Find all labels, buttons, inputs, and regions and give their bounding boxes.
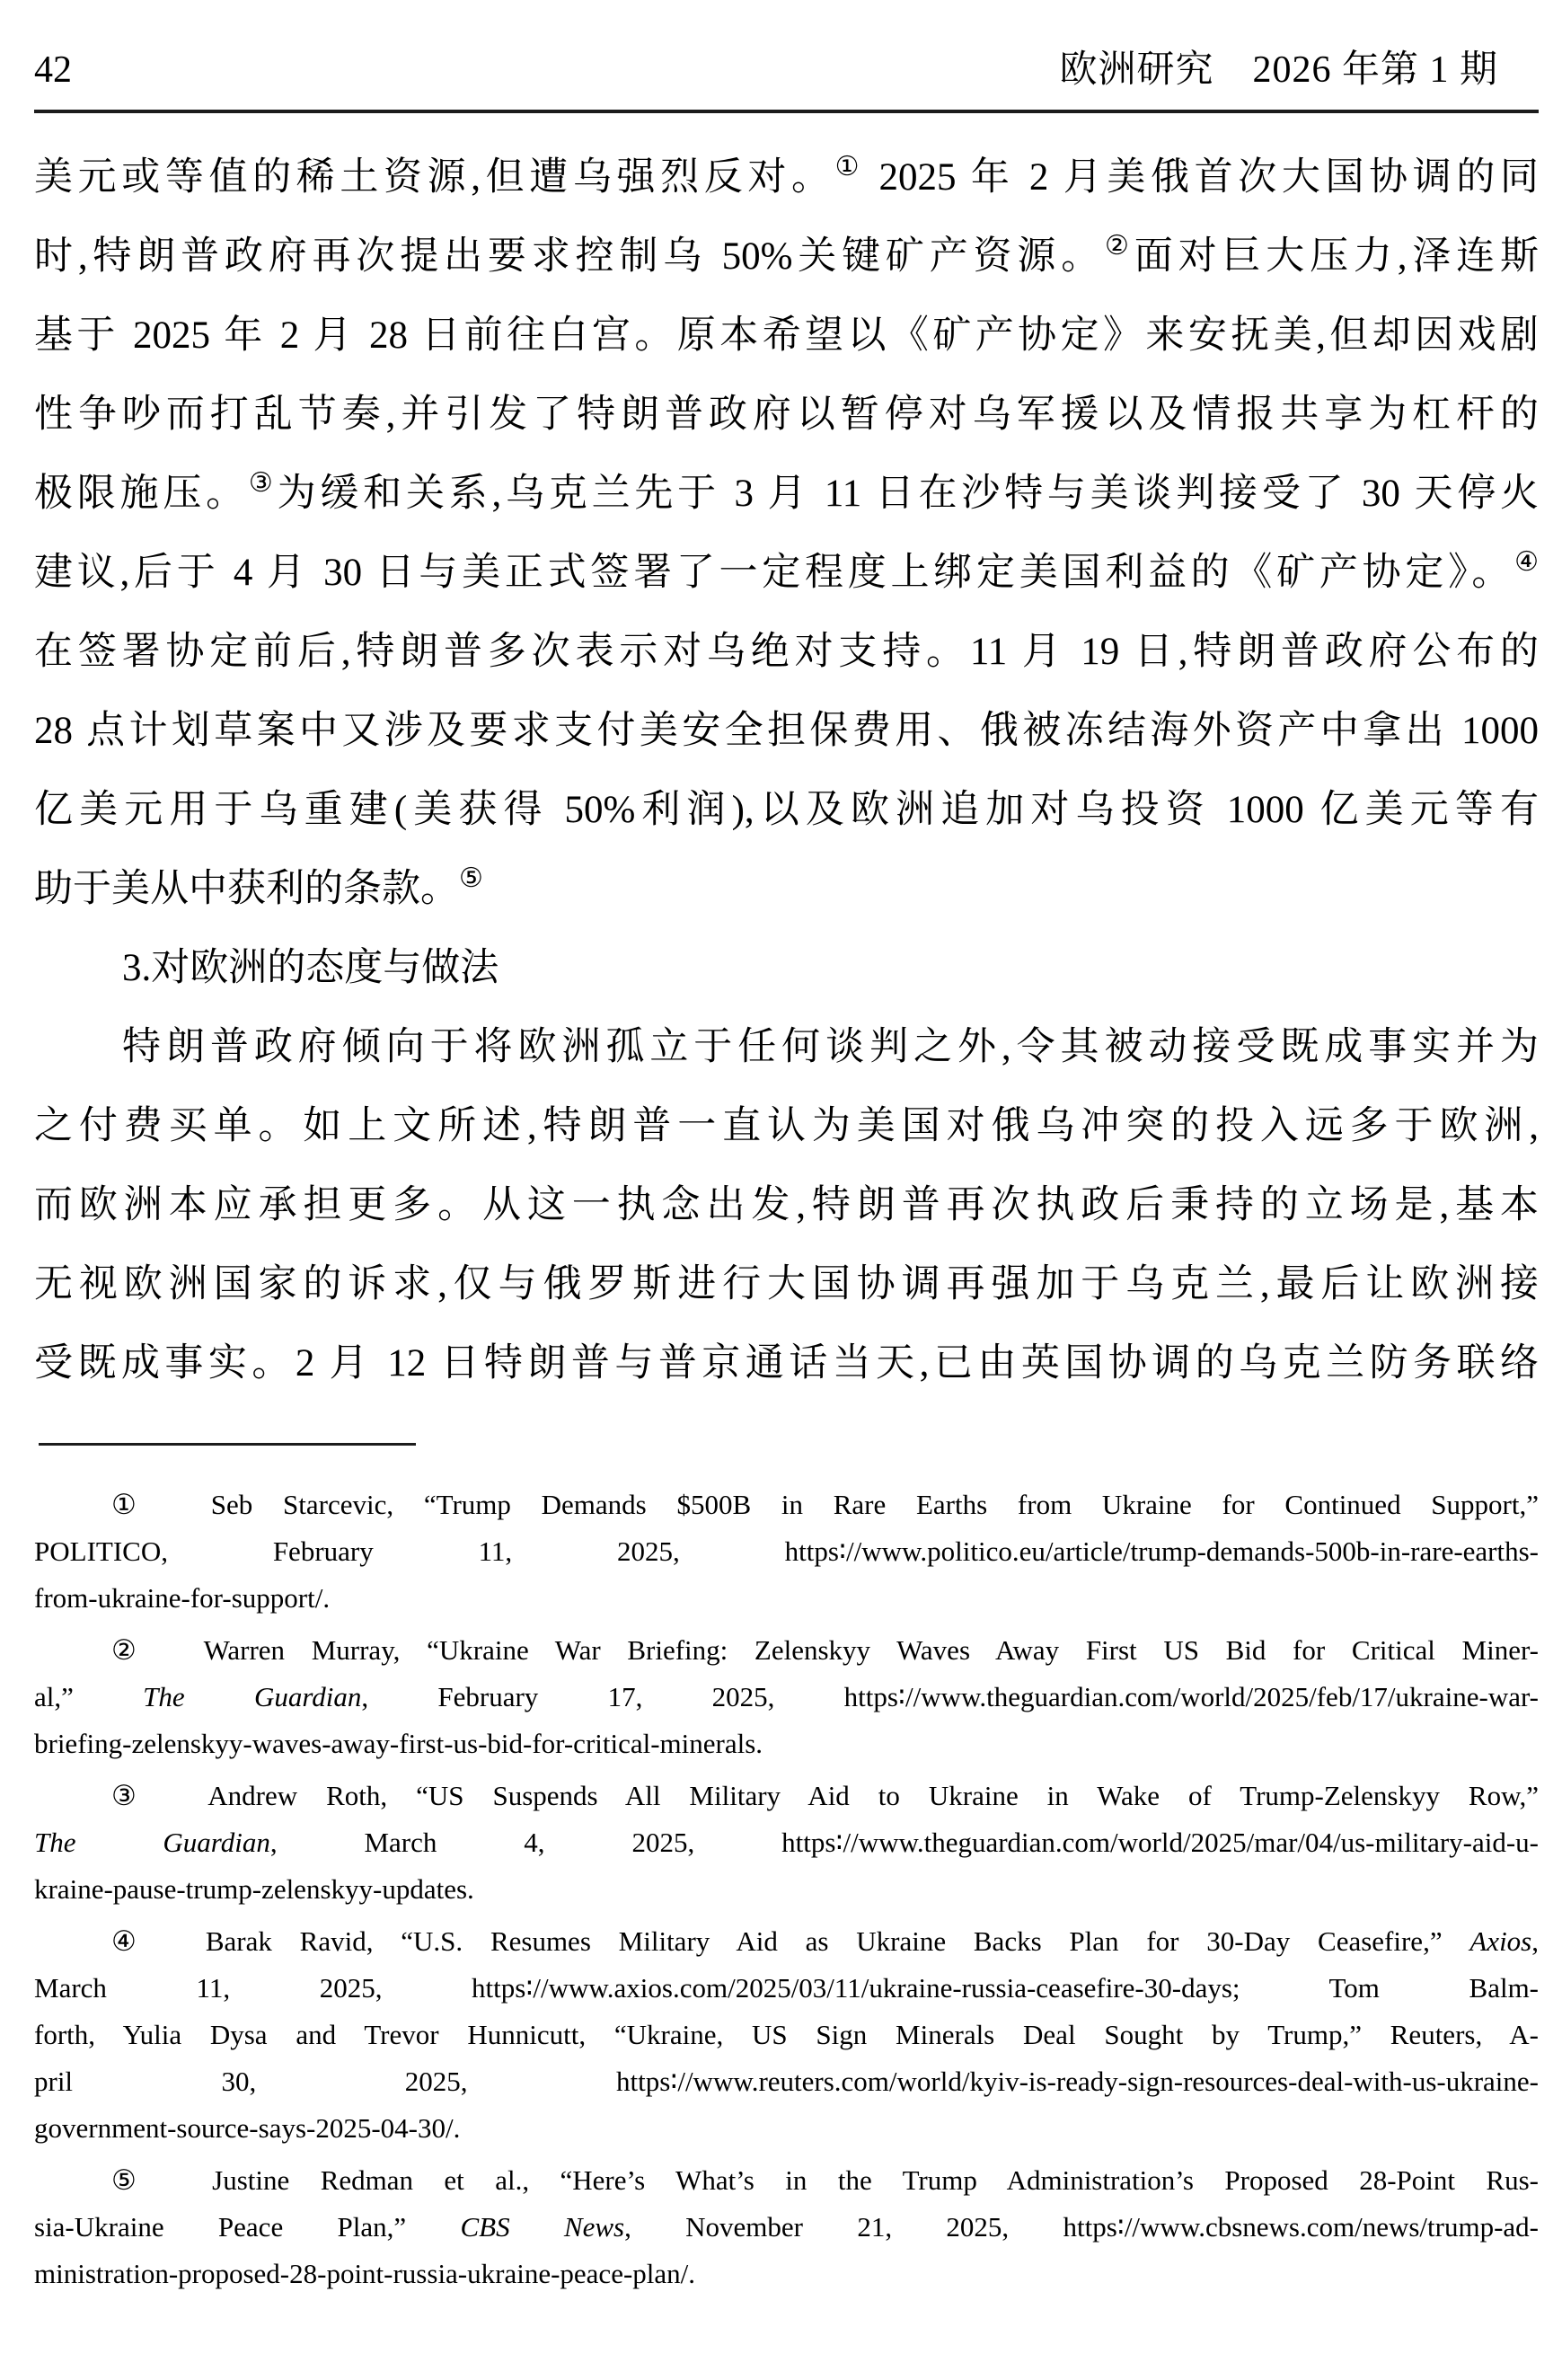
footnote-line: from-ukraine-for-support/. bbox=[34, 1582, 331, 1615]
body-line: 基于 2025 年 2 月 28 日前往白宫。原本希望以《矿产协定》来安抚美,但却因戏剧 bbox=[34, 314, 1539, 358]
footnotes-section bbox=[34, 1482, 1539, 2297]
body-line: 助于美从中获利的条款。⑤ bbox=[34, 863, 483, 911]
footnote-line: POLITICO, February 11, 2025, https∶//www.politico.eu/article/trump-demands-500b-in-rare-earths- bbox=[34, 1535, 1539, 1568]
body-line: 而欧洲本应承担更多。从这一执念出发,特朗普再次执政后秉持的立场是,基本 bbox=[34, 1184, 1539, 1227]
footnote-line: government-source-says-2025-04-30/. bbox=[34, 2112, 461, 2145]
footnote-line: ① Seb Starcevic, “Trump Demands $500B in Rare Earths from Ukraine for Continued Support,” bbox=[111, 1489, 1539, 1521]
footnote-separator bbox=[39, 1443, 416, 1446]
footnote-line: briefing-zelenskyy-waves-away-first-us-bid-for-critical-minerals. bbox=[34, 1728, 763, 1760]
body-line: 美元或等值的稀土资源,但遭乌强烈反对。① 2025 年 2 月美俄首次大国协调的同 bbox=[34, 151, 1539, 199]
body-line: 特朗普政府倾向于将欧洲孤立于任何谈判之外,令其被动接受既成事实并为 bbox=[122, 1026, 1539, 1069]
article-body bbox=[34, 138, 1539, 1403]
footnote-line: forth, Yulia Dysa and Trevor Hunnicutt, “Ukraine, US Sign Minerals Deal Sought by Trump,” Reuters, A- bbox=[34, 2019, 1539, 2051]
section-heading: 3.对欧洲的态度与做法 bbox=[122, 947, 499, 990]
body-line: 受既成事实。2 月 12 日特朗普与普京通话当天,已由英国协调的乌克兰防务联络 bbox=[34, 1342, 1539, 1385]
footnote-line: pril 30, 2025, https∶//www.reuters.com/world/kyiv-is-ready-sign-resources-deal-with-us-ukraine- bbox=[34, 2066, 1539, 2098]
footnote bbox=[34, 1918, 1539, 2152]
footnote-line: kraine-pause-trump-zelenskyy-updates. bbox=[34, 1873, 474, 1906]
journal-issue-info: 欧洲研究 2026 年第 1 期 bbox=[1059, 49, 1498, 91]
footnote-line: ④ Barak Ravid, “U.S. Resumes Military Aid as Ukraine Backs Plan for 30-Day Ceasefire,” Axios, bbox=[111, 1925, 1539, 1958]
footnote-line: al,” The Guardian, February 17, 2025, https∶//www.theguardian.com/world/2025/feb/17/ukraine-war- bbox=[34, 1681, 1539, 1713]
body-line: 极限施压。③为缓和关系,乌克兰先于 3 月 11 日在沙特与美谈判接受了 30 天停火 bbox=[34, 467, 1539, 516]
footnote-line: ② Warren Murray, “Ukraine War Briefing: Zelenskyy Waves Away First US Bid for Critical Miner- bbox=[111, 1634, 1539, 1667]
footnote bbox=[34, 2157, 1539, 2297]
body-line: 之付费买单。如上文所述,特朗普一直认为美国对俄乌冲突的投入远多于欧洲, bbox=[34, 1105, 1539, 1148]
running-head bbox=[34, 50, 1539, 110]
page-number: 42 bbox=[34, 49, 72, 91]
footnote-line: ⑤ Justine Redman et al., “Here’s What’s in the Trump Administration’s Proposed 28-Point Rus- bbox=[111, 2164, 1539, 2197]
footnote-line: ③ Andrew Roth, “US Suspends All Military Aid to Ukraine in Wake of Trump-Zelenskyy Row,” bbox=[111, 1780, 1539, 1812]
footnote-line: March 11, 2025, https∶//www.axios.com/2025/03/11/ukraine-russia-ceasefire-30-days; Tom Balm- bbox=[34, 1972, 1539, 2004]
body-line: 建议,后于 4 月 30 日与美正式签署了一定程度上绑定美国利益的《矿产协定》。④ bbox=[34, 546, 1539, 595]
body-line: 时,特朗普政府再次提出要求控制乌 50%关键矿产资源。②面对巨大压力,泽连斯 bbox=[34, 230, 1539, 279]
body-line: 无视欧洲国家的诉求,仅与俄罗斯进行大国协调再强加于乌克兰,最后让欧洲接 bbox=[34, 1263, 1539, 1306]
body-line: 28 点计划草案中又涉及要求支付美安全担保费用、俄被冻结海外资产中拿出 1000 bbox=[34, 710, 1539, 753]
body-line: 性争吵而打乱节奏,并引发了特朗普政府以暂停对乌军援以及情报共享为杠杆的 bbox=[34, 394, 1539, 437]
header-rule bbox=[34, 110, 1539, 113]
body-line: 在签署协定前后,特朗普多次表示对乌绝对支持。11 月 19 日,特朗普政府公布的 bbox=[34, 631, 1539, 674]
footnote bbox=[34, 1482, 1539, 1622]
footnote bbox=[34, 1773, 1539, 1913]
footnote-line: sia-Ukraine Peace Plan,” CBS News, November 21, 2025, https∶//www.cbsnews.com/news/trump-ad- bbox=[34, 2211, 1539, 2243]
footnote-line: ministration-proposed-28-point-russia-ukraine-peace-plan/. bbox=[34, 2258, 696, 2290]
body-line: 亿美元用于乌重建(美获得 50%利润),以及欧洲追加对乌投资 1000 亿美元等有 bbox=[34, 789, 1539, 832]
footnote bbox=[34, 1627, 1539, 1767]
footnote-line: The Guardian, March 4, 2025, https∶//www.theguardian.com/world/2025/mar/04/us-military-aid-u- bbox=[34, 1827, 1539, 1859]
